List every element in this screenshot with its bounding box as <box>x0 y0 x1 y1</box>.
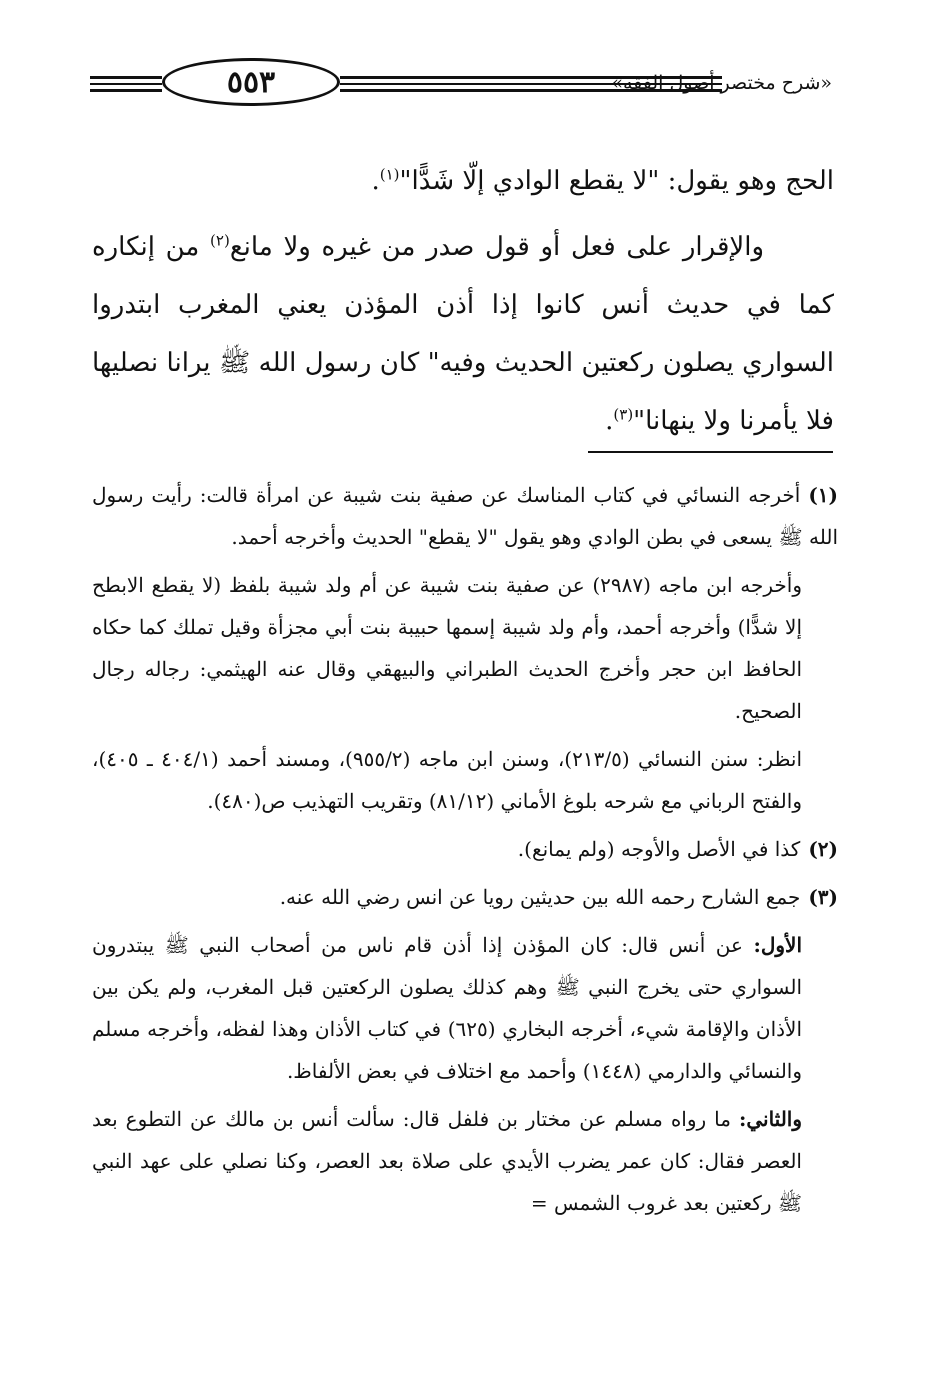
header-rule-left <box>90 76 162 96</box>
main-text <box>92 152 834 450</box>
main-paragraph-2-body: من إنكاره كما في حديث أنس كانوا إذا أذن المؤذن يعني المغرب ابتدروا السواري يصلون ركعتين الحديث وفيه" كان رسول الله ﷺ يرانا نصليها فلا يأمرنا ولا ينهانا" <box>92 232 834 436</box>
footnote-3-first-hadith <box>92 924 802 1092</box>
footnote-ref-2: (٢) <box>210 231 230 250</box>
footnote-1 <box>92 474 838 558</box>
footnote-2-number: (٢) <box>808 837 838 861</box>
main-line-1-text: الحج وهو يقول: "لا يقطع الوادي إلّا شَدًّا" <box>399 166 834 196</box>
running-title: «شرح مختصر أصول الفقه» <box>611 72 832 94</box>
footnote-1-paragraph-3: انظر: سنن النسائي (٢١٣/٥)، وسنن ابن ماجه (٩٥٥/٢)، ومسند أحمد (٤٠٤/١ ـ ٤٠٥)، والفتح الرباني مع شرحه بلوغ الأماني (٨١/١٢) وتقريب التهذيب ص(٤٨٠). <box>92 747 803 813</box>
footnote-1-paragraph-2: وأخرجه ابن ماجه (٢٩٨٧) عن صفية بنت شيبة عن أم ولد شيبة بلفظ (لا يقطع الابطح إلا شدًّا) وأخرجه أحمد، وأم ولد شيبة إسمها حبيبة بنت أبي مجزأة وقيل تملك كما حكاه الحافظ ابن حجر وأخرج الحديث الطبراني والبيهقي وقال عنه الهيثمي: رجاله رجال الصحيح. <box>92 573 802 723</box>
footnote-3-text: جمع الشارح رحمه الله بين حديثين رويا عن انس رضي الله عنه. <box>279 885 801 909</box>
footnote-3 <box>92 876 838 918</box>
footnote-ref-1: (١) <box>379 165 400 184</box>
first-hadith-text: عن أنس قال: كان المؤذن إذا أذن قام ناس من أصحاب النبي ﷺ يبتدرون السواري حتى يخرج النبي ﷺ وهم كذلك يصلون الركعتين قبل المغرب، ولم يكن بين الأذان والإقامة شيء، أخرجه البخاري (٦٢٥) في كتاب الأذان وهذا لفظه، وأخرجه مسلم والنسائي والدارمي (١٤٤٨) وأحمد مع اختلاف في بعض الألفاظ. <box>92 933 802 1083</box>
second-hadith-label: والثاني: <box>738 1107 803 1131</box>
footnote-2 <box>92 828 838 870</box>
main-paragraph-2: والإقرار على فعل أو قول صدر من غيره ولا مانع$^{(٢)}$ من إنكاره كما في حديث أنس كانوا إذا أذن المؤذن يعني المغرب ابتدروا السواري يصلون ركعتين الحديث وفيه" كان رسول الله ﷺ يرانا نصليها فلا يأمرنا ولا ينهانا"$^{(٣)}$. <box>92 231 834 436</box>
main-line-1: الحج وهو يقول: "لا يقطع الوادي إلّا شَدًّا"$^{(١)}$. <box>371 165 834 196</box>
footnote-separator <box>588 451 833 453</box>
second-hadith-text: ما رواه مسلم عن مختار بن فلفل قال: سألت أنس بن مالك عن التطوع بعد العصر فقال: كان عمر يضرب الأيدي على صلاة بعد العصر، وكنا نصلي على عهد النبي ﷺ ركعتين بعد غروب الشمس = <box>92 1107 802 1215</box>
footnote-3-number: (٣) <box>808 885 838 909</box>
footnote-ref-3: (٣) <box>613 405 634 424</box>
footnote-1-text: أخرجه النسائي في كتاب المناسك عن صفية بنت شيبة عن امرأة قالت: رأيت رسول الله ﷺ يسعى في بطن الوادي وهو يقول "لا يقطع" الحديث وأخرجه أحمد. <box>92 483 838 549</box>
first-hadith-label: الأول: <box>753 933 803 957</box>
footnote-3-second-hadith <box>92 1098 802 1224</box>
main-paragraph-2-start: والإقرار على فعل أو قول صدر من غيره ولا مانع <box>229 232 764 262</box>
footnotes <box>92 474 838 1230</box>
page-header <box>90 52 832 112</box>
page-number: ٥٥٣ <box>162 58 340 106</box>
footnote-1-number: (١) <box>808 483 838 507</box>
footnote-2-text: كذا في الأصل والأوجه (ولم يمانع). <box>517 837 801 861</box>
